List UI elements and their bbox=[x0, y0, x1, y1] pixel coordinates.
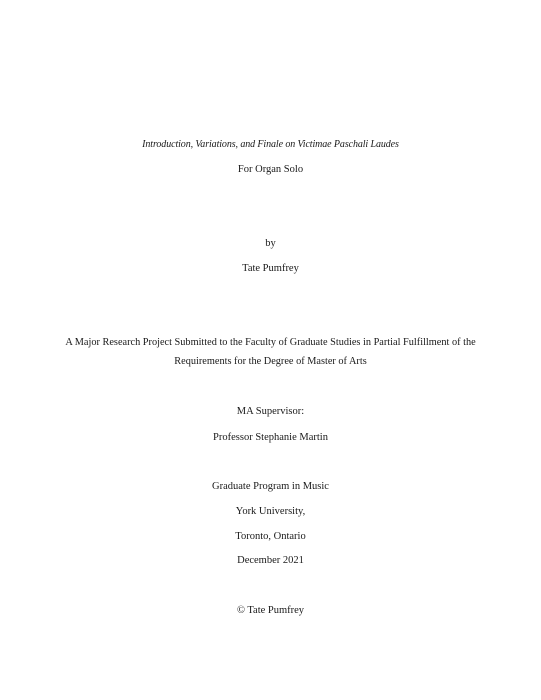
author-name: Tate Pumfrey bbox=[242, 263, 299, 274]
document-title: Introduction, Variations, and Finale on Victimae Paschali Laudes bbox=[142, 139, 399, 150]
supervisor-label: MA Supervisor: bbox=[236, 406, 305, 417]
program-name: Graduate Program in Music bbox=[212, 481, 329, 492]
supervisor-name: Professor Stephanie Martin bbox=[213, 432, 328, 443]
description-line-2: Requirements for the Degree of Master of Arts bbox=[174, 356, 367, 367]
submission-date: December 2021 bbox=[237, 555, 304, 566]
copyright-notice: © Tate Pumfrey bbox=[236, 605, 305, 616]
description-line-1: A Major Research Project Submitted to the Faculty of Graduate Studies in Partial Fulfillment of the bbox=[65, 337, 476, 348]
location: Toronto, Ontario bbox=[235, 531, 306, 542]
by-label: by bbox=[265, 238, 276, 249]
university-name: York University, bbox=[235, 506, 306, 517]
document-subtitle: For Organ Solo bbox=[237, 164, 304, 175]
